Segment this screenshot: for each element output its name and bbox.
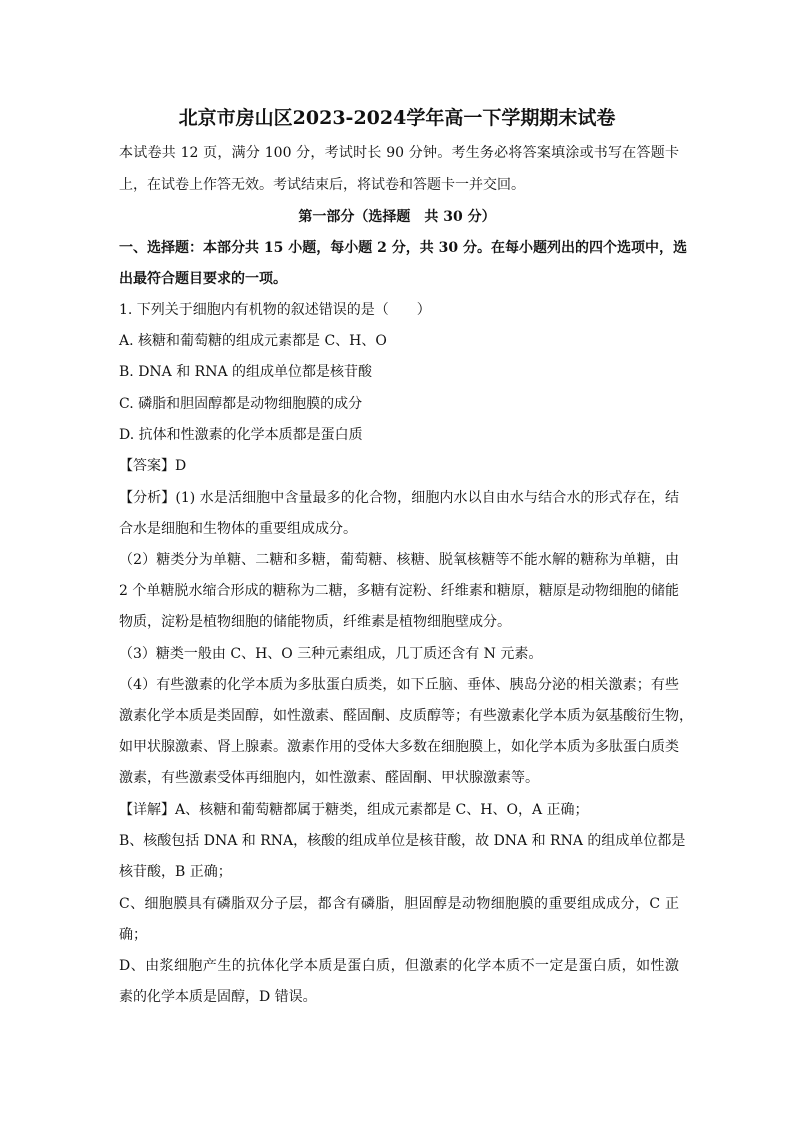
option-c: C. 磷脂和胆固醇都是动物细胞膜的成分 bbox=[119, 396, 363, 412]
option-d: D. 抗体和性激素的化学本质都是蛋白质 bbox=[119, 427, 363, 443]
analysis-line-4: 2 个单糖脱水缩合形成的糖称为二糖，多糖有淀粉、纤维素和糖原，糖原是动物细胞的储能 bbox=[119, 583, 679, 599]
question-stem: 1. 下列关于细胞内有机物的叙述错误的是（ ） bbox=[119, 302, 431, 318]
option-a: A. 核糖和葡萄糖的组成元素都是 C、H、O bbox=[119, 333, 387, 349]
analysis-line-7: （4）有些激素的化学本质为多肽蛋白质类，如下丘脑、垂体、胰岛分泌的相关激素；有些 bbox=[119, 677, 679, 693]
detail-line-5: 确； bbox=[119, 927, 147, 943]
exam-title: 北京市房山区2023-2024学年高一下学期期末试卷 bbox=[178, 107, 616, 129]
analysis-line-8: 激素化学本质是类固醇，如性激素、醛固酮、皮质醇等；有些激素化学本质为氨基酸衍生物， bbox=[119, 708, 693, 724]
intro-line-1: 本试卷共 12 页，满分 100 分，考试时长 90 分钟。考生务必将答案填涂或书写在答题卡 bbox=[119, 145, 679, 161]
section-title: 第一部分（选择题 共 30 分） bbox=[298, 209, 496, 225]
detail-line-4: C、细胞膜具有磷脂双分子层，都含有磷脂，胆固醇是动物细胞膜的重要组成成分，C 正 bbox=[119, 896, 679, 912]
detail-line-6: D、由浆细胞产生的抗体化学本质是蛋白质，但激素的化学本质不一定是蛋白质，如性激 bbox=[119, 958, 679, 974]
analysis-line-5: 物质，淀粉是植物细胞的储能物质，纤维素是植物细胞壁成分。 bbox=[119, 614, 511, 630]
detail-line-3: 核苷酸，B 正确； bbox=[119, 864, 232, 880]
answer-line: 【答案】D bbox=[119, 458, 187, 474]
analysis-line-2: 合水是细胞和生物体的重要组成成分。 bbox=[119, 521, 357, 537]
option-b: B. DNA 和 RNA 的组成单位都是核苷酸 bbox=[119, 364, 373, 380]
instruction-line-1: 一、选择题：本部分共 15 小题，每小题 2 分，共 30 分。在每小题列出的四个选项中，选 bbox=[119, 240, 687, 256]
instruction-line-2: 出最符合题目要求的一项。 bbox=[119, 271, 287, 287]
detail-line-7: 素的化学本质是固醇，D 错误。 bbox=[119, 989, 317, 1005]
analysis-line-10: 激素，有些激素受体再细胞内，如性激素、醛固酮、甲状腺激素等。 bbox=[119, 770, 539, 786]
detail-line-1: 【详解】A、核糖和葡萄糖都属于糖类，组成元素都是 C、H、O，A 正确； bbox=[119, 802, 589, 818]
analysis-line-9: 如甲状腺激素、肾上腺素。激素作用的受体大多数在细胞膜上，如化学本质为多肽蛋白质类 bbox=[119, 739, 679, 755]
analysis-line-1: 【分析】(1) 水是活细胞中含量最多的化合物，细胞内水以自由水与结合水的形式存在，结 bbox=[119, 490, 679, 506]
intro-line-2: 上，在试卷上作答无效。考试结束后，将试卷和答题卡一并交回。 bbox=[119, 177, 525, 193]
analysis-line-6: （3）糖类一般由 C、H、O 三种元素组成，几丁质还含有 N 元素。 bbox=[119, 646, 543, 662]
analysis-line-3: （2）糖类分为单糖、二糖和多糖，葡萄糖、核糖、脱氧核糖等不能水解的糖称为单糖，由 bbox=[119, 552, 679, 568]
detail-line-2: B、核酸包括 DNA 和 RNA，核酸的组成单位是核苷酸，故 DNA 和 RNA 的组成单位都是 bbox=[119, 833, 686, 849]
